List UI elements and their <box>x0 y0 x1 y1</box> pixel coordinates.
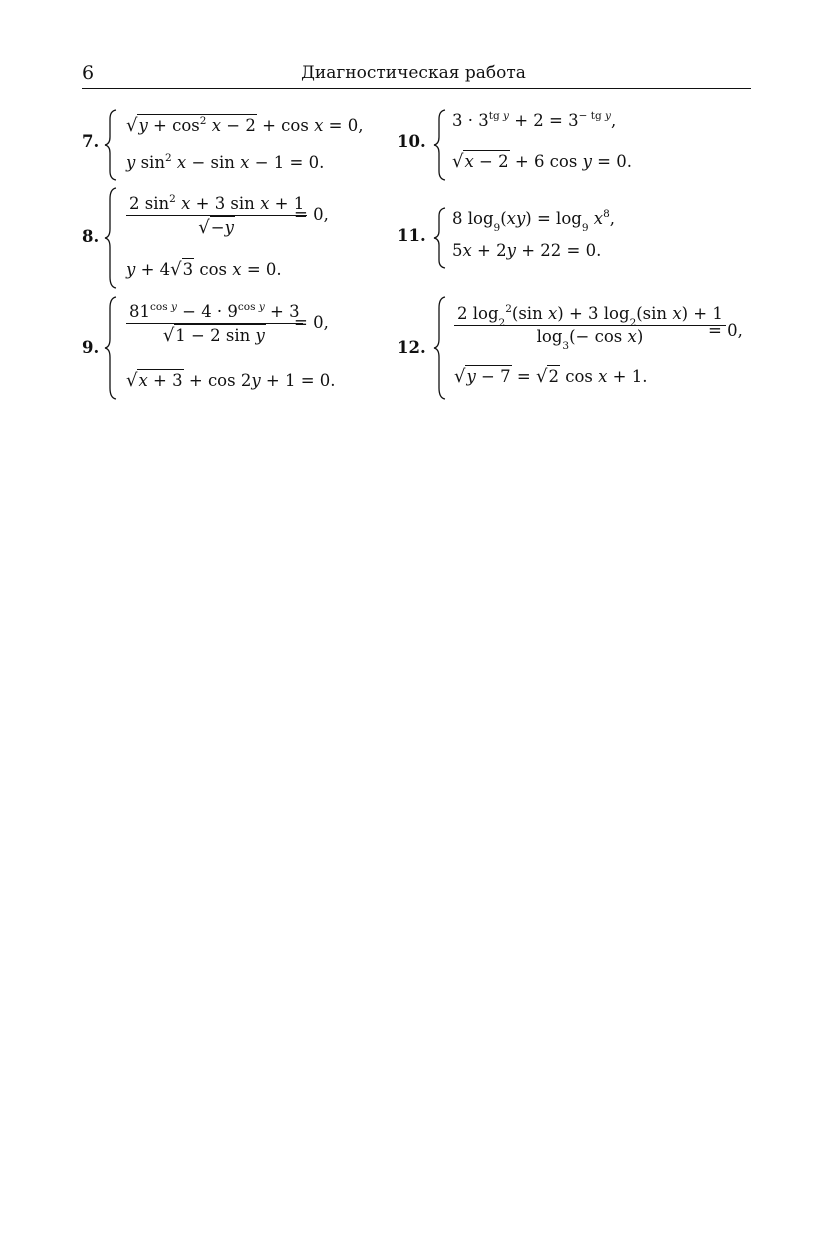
page-number: 6 <box>82 62 95 84</box>
fraction: $\frac{2 \log_2^2(\sin x) + 3 \log_2(\sin x) + 1}{\log_3(- \cos x)}$ <box>454 304 726 346</box>
equation-line-1: $3 \cdot 3^{tg y} + 2 = 3^{- tg y}$, <box>452 109 617 130</box>
header-rule <box>82 88 751 89</box>
equation-line-1: 8 $\log_9(xy) = \log_9 x^8$, <box>452 207 616 235</box>
problem-9 <box>82 296 382 402</box>
problem-number: 12. <box>397 338 426 357</box>
problem-12 <box>397 296 752 402</box>
equation-line-2: √x − 2 + 6 cos y = 0. <box>452 151 632 172</box>
fraction: $\frac{2 \sin^2 x + 3 \sin x + 1}{√-y}$ <box>126 194 307 238</box>
left-brace-icon <box>433 296 447 400</box>
equation-line-2: y + 4√3 cos x = 0. <box>126 259 282 280</box>
equation-line-2: 5x + 2y + 22 = 0. <box>452 241 602 260</box>
left-brace-icon <box>433 207 447 269</box>
equation-line-1-tail: = 0, <box>294 205 329 224</box>
problem-number: 11. <box>397 226 426 245</box>
problem-7 <box>82 105 382 185</box>
left-brace-icon <box>433 109 447 181</box>
left-brace-icon <box>104 296 118 400</box>
problem-11 <box>397 205 717 270</box>
left-brace-icon <box>104 187 118 289</box>
problem-8 <box>82 187 382 292</box>
problem-number: 8. <box>82 227 100 246</box>
problem-10 <box>397 105 717 185</box>
equation-line-2: √y − 7 = √2 cos x + 1. <box>454 366 648 387</box>
equation-line-1-tail: = 0, <box>708 321 743 340</box>
equation-line-1: $√y + \cos^2 x - 2 + \cos x = 0$, <box>126 114 364 136</box>
problem-number: 7. <box>82 132 100 151</box>
fraction: $\frac{81^{cos y} - 4 \cdot 9^{cos y} + 3}{\text{√1 − 2 sin y}}$ <box>126 302 303 346</box>
page-title: Диагностическая работа <box>301 63 526 83</box>
equation-line-2: y $\sin^2 x - \sin x - 1 = 0$. <box>126 151 325 172</box>
equation-line-1-tail: = 0, <box>294 313 329 332</box>
left-brace-icon <box>104 109 118 181</box>
problem-number: 10. <box>397 132 426 151</box>
equation-line-2: √x + 3 + cos 2y + 1 = 0. <box>126 370 336 391</box>
problem-number: 9. <box>82 338 100 357</box>
